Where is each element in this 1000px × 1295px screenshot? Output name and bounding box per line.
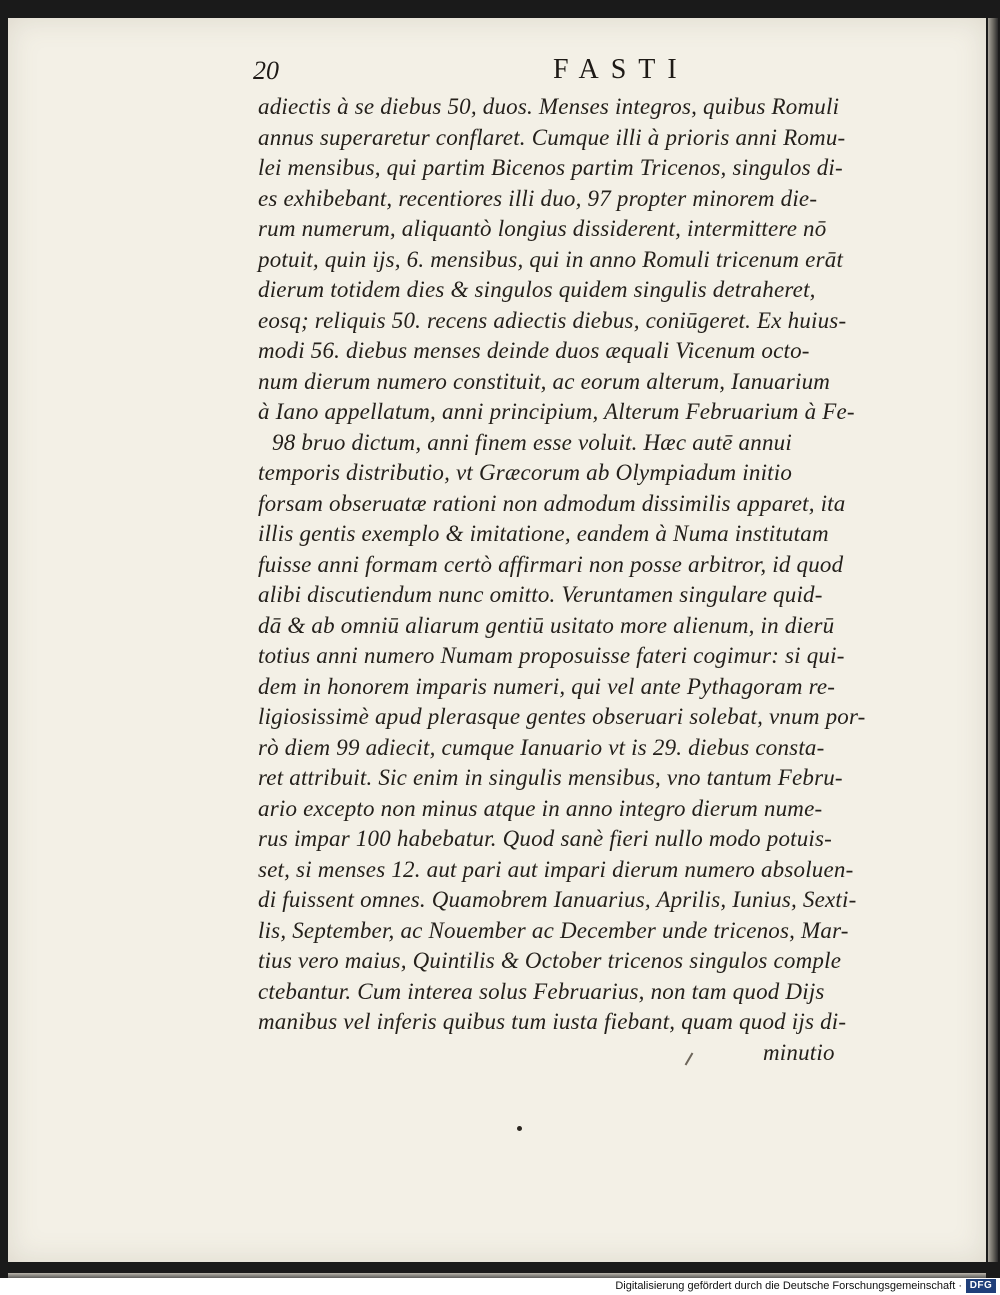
text-line: dierum totidem dies & singulos quidem singulis detraheret,: [258, 277, 816, 302]
funding-credit: Digitalisierung gefördert durch die Deutsche Forschungsgemeinschaft ·: [615, 1280, 962, 1292]
text-line: illis gentis exemplo & imitatione, eandem à Numa institutam: [258, 521, 829, 546]
text-line: eosq; reliquis 50. recens adiectis diebus, coniūgeret. Ex huius-: [258, 307, 847, 333]
text-line: à Iano appellatum, anni principium, Alterum Februarium à Fe-: [258, 399, 855, 424]
text-line: ario excepto non minus atque in anno integro dierum nume-: [258, 795, 823, 821]
text-line: 98 bruo dictum, anni finem esse voluit. Hæc autē annui: [272, 429, 792, 455]
text-line: temporis distributio, vt Græcorum ab Olympiadum initio: [258, 460, 793, 485]
text-line: fuisse anni formam certò affirmari non posse arbitror, id quod: [258, 551, 844, 577]
page-header: [253, 56, 953, 96]
text-line: set, si menses 12. aut pari aut impari dierum numero absoluen-: [258, 856, 854, 882]
text-line: di fuissent omnes. Quamobrem Ianuarius, Aprilis, Iunius, Sexti-: [258, 887, 857, 912]
text-line: rum numerum, aliquantò longius dissiderent, intermittere nō: [258, 216, 827, 241]
text-line: manibus vel inferis quibus tum iusta fiebant, quam quod ijs di-: [258, 1009, 847, 1034]
text-line: tius vero maius, Quintilis & October tricenos singulos comple: [258, 948, 842, 973]
body-text: [258, 92, 958, 1068]
dfg-logo-icon: DFG: [966, 1279, 996, 1293]
text-line: ligiosissimè apud plerasque gentes obseruari solebat, vnum por-: [258, 704, 866, 729]
text-line: ret attribuit. Sic enim in singulis mensibus, vno tantum Febru-: [258, 765, 843, 790]
text-line: totius anni numero Numam proposuisse fateri cogimur: si qui-: [258, 643, 845, 668]
catchword: minutio: [763, 1039, 835, 1065]
page-edge-right: [988, 18, 998, 1262]
text-line: adiectis à se diebus 50, duos. Menses integros, quibus Romuli: [258, 94, 840, 119]
page-number: 20: [253, 56, 279, 85]
text-line: num dierum numero constituit, ac eorum alterum, Ianuarium: [258, 368, 831, 394]
text-line: dā & ab omniū aliarum gentiū usitato more alienum, in dierū: [258, 612, 835, 638]
text-line: es exhibebant, recentiores illi duo, 97 propter minorem die-: [258, 185, 818, 211]
text-line: dem in honorem imparis numeri, qui vel ante Pythagoram re-: [258, 673, 836, 699]
text-line: lis, September, ac Nouember ac December unde tricenos, Mar-: [258, 917, 849, 943]
text-line: forsam obseruatæ rationi non admodum dissimilis apparet, ita: [258, 490, 846, 516]
text-line: ctebantur. Cum interea solus Februarius, non tam quod Dijs: [258, 978, 825, 1004]
text-line: annus superaretur conflaret. Cumque illi à prioris anni Romu-: [258, 124, 846, 150]
text-line: lei mensibus, qui partim Bicenos partim Tricenos, singulos di-: [258, 155, 843, 180]
text-line: rò diem 99 adiecit, cumque Ianuario vt is 29. diebus consta-: [258, 734, 825, 760]
text-line: potuit, quin ijs, 6. mensibus, qui in anno Romuli tricenum erāt: [258, 246, 844, 272]
text-line: modi 56. diebus menses deinde duos æquali Vicenum octo-: [258, 338, 810, 363]
text-line: rus impar 100 habebatur. Quod sanè fieri nullo modo potuis-: [258, 826, 833, 851]
text-line: alibi discutiendum nunc omitto. Veruntamen singulare quid-: [258, 582, 823, 607]
footer-bar: [0, 1278, 1000, 1295]
ink-dot: [517, 1126, 522, 1131]
running-head: FASTI: [553, 54, 689, 85]
